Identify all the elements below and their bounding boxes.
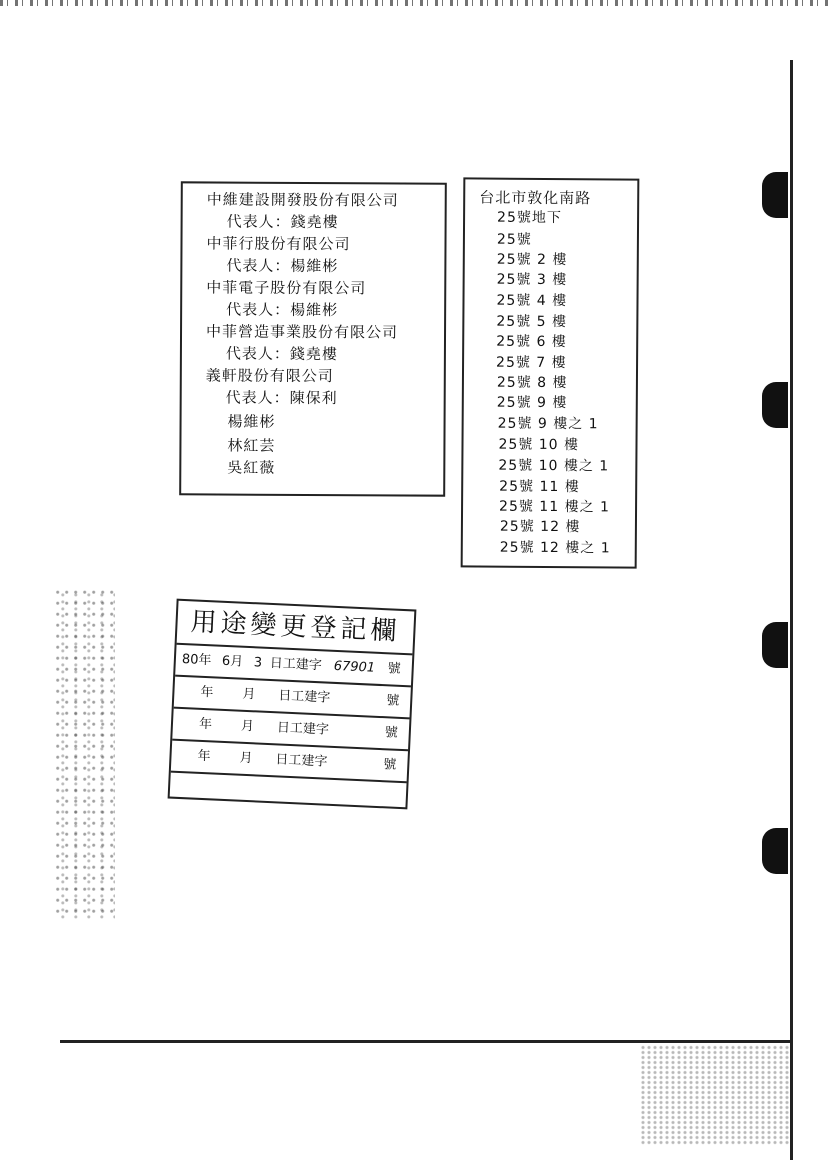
binding-hole — [762, 828, 788, 874]
page-edge-line — [790, 60, 793, 1160]
stamp-month: 月 — [239, 750, 253, 767]
owner-line: 中維建設開發股份有限公司 — [206, 190, 399, 210]
stamp-number: 67901 — [333, 658, 376, 676]
addresses-box — [461, 177, 640, 568]
owner-line: 代表人：錢堯樓 — [225, 344, 338, 364]
stamp-text: 日工建字 — [276, 720, 330, 738]
stamp-suffix: 號 — [387, 661, 402, 677]
stamp-year: 年 — [197, 748, 211, 765]
owner-line: 義軒股份有限公司 — [205, 366, 334, 386]
owner-line: 中菲行股份有限公司 — [206, 234, 351, 254]
address-line: 25號 12 樓 — [499, 518, 581, 536]
stamp-suffix: 號 — [383, 757, 397, 773]
stamp-text: 日工建字 — [269, 655, 323, 674]
stamp-month: 6月 — [221, 653, 244, 670]
address-line: 25號 11 樓之 1 — [499, 498, 611, 516]
address-line: 25號 10 樓之 1 — [498, 457, 610, 475]
owner-line: 中菲營造事業股份有限公司 — [205, 322, 399, 342]
address-line: 25號 6 樓 — [496, 333, 567, 351]
stamp-month: 月 — [242, 686, 256, 703]
address-line: 25號 5 樓 — [496, 313, 568, 331]
scan-noise-bottom — [640, 1045, 790, 1145]
stamp-year: 80年 — [181, 651, 212, 669]
address-header: 台北市敦化南路 — [479, 188, 592, 208]
owner-line: 代表人：楊維彬 — [226, 300, 339, 320]
address-line: 25號 2 樓 — [496, 251, 568, 269]
owner-line: 代表人：楊維彬 — [226, 256, 339, 276]
address-line: 25號 4 樓 — [496, 292, 568, 310]
address-line: 25號 7 樓 — [496, 354, 567, 372]
scan-noise-top — [0, 0, 832, 6]
owner-line: 中菲電子股份有限公司 — [206, 278, 367, 298]
address-line: 25號 10 樓 — [498, 436, 580, 454]
stamp-suffix: 號 — [385, 693, 400, 709]
owner-line: 楊維彬 — [227, 412, 276, 431]
usage-change-stamp — [168, 599, 417, 810]
stamp-month: 月 — [240, 718, 255, 735]
binding-hole — [762, 622, 788, 668]
address-line: 25號 11 樓 — [499, 478, 580, 496]
stamp-year: 年 — [200, 684, 214, 701]
address-line: 25號 9 樓之 1 — [497, 415, 599, 433]
address-line: 25號 — [496, 231, 532, 248]
stamp-title: 用途變更登記欄 — [177, 601, 415, 656]
binding-hole — [762, 382, 788, 428]
stamp-text: 日工建字 — [275, 752, 328, 770]
address-line: 25號 9 樓 — [496, 394, 568, 412]
owners-box — [179, 181, 447, 496]
owner-line: 吳紅薇 — [227, 458, 276, 477]
address-line: 25號地下 — [497, 209, 562, 227]
owner-line: 林紅芸 — [227, 436, 276, 455]
stamp-suffix: 號 — [384, 725, 399, 741]
stamp-text: 日工建字 — [278, 688, 331, 706]
stamp-year: 年 — [198, 716, 213, 733]
address-line: 25號 3 樓 — [496, 271, 568, 289]
binding-hole — [762, 172, 788, 218]
address-line: 25號 12 樓之 1 — [499, 539, 611, 557]
scan-noise-left — [55, 590, 115, 920]
owner-line: 代表人：錢堯樓 — [226, 212, 339, 232]
owner-line: 代表人：陳保利 — [225, 388, 338, 408]
address-line: 25號 8 樓 — [496, 374, 568, 392]
stamp-day: 3 — [253, 655, 263, 671]
page-bottom-line — [60, 1040, 790, 1043]
